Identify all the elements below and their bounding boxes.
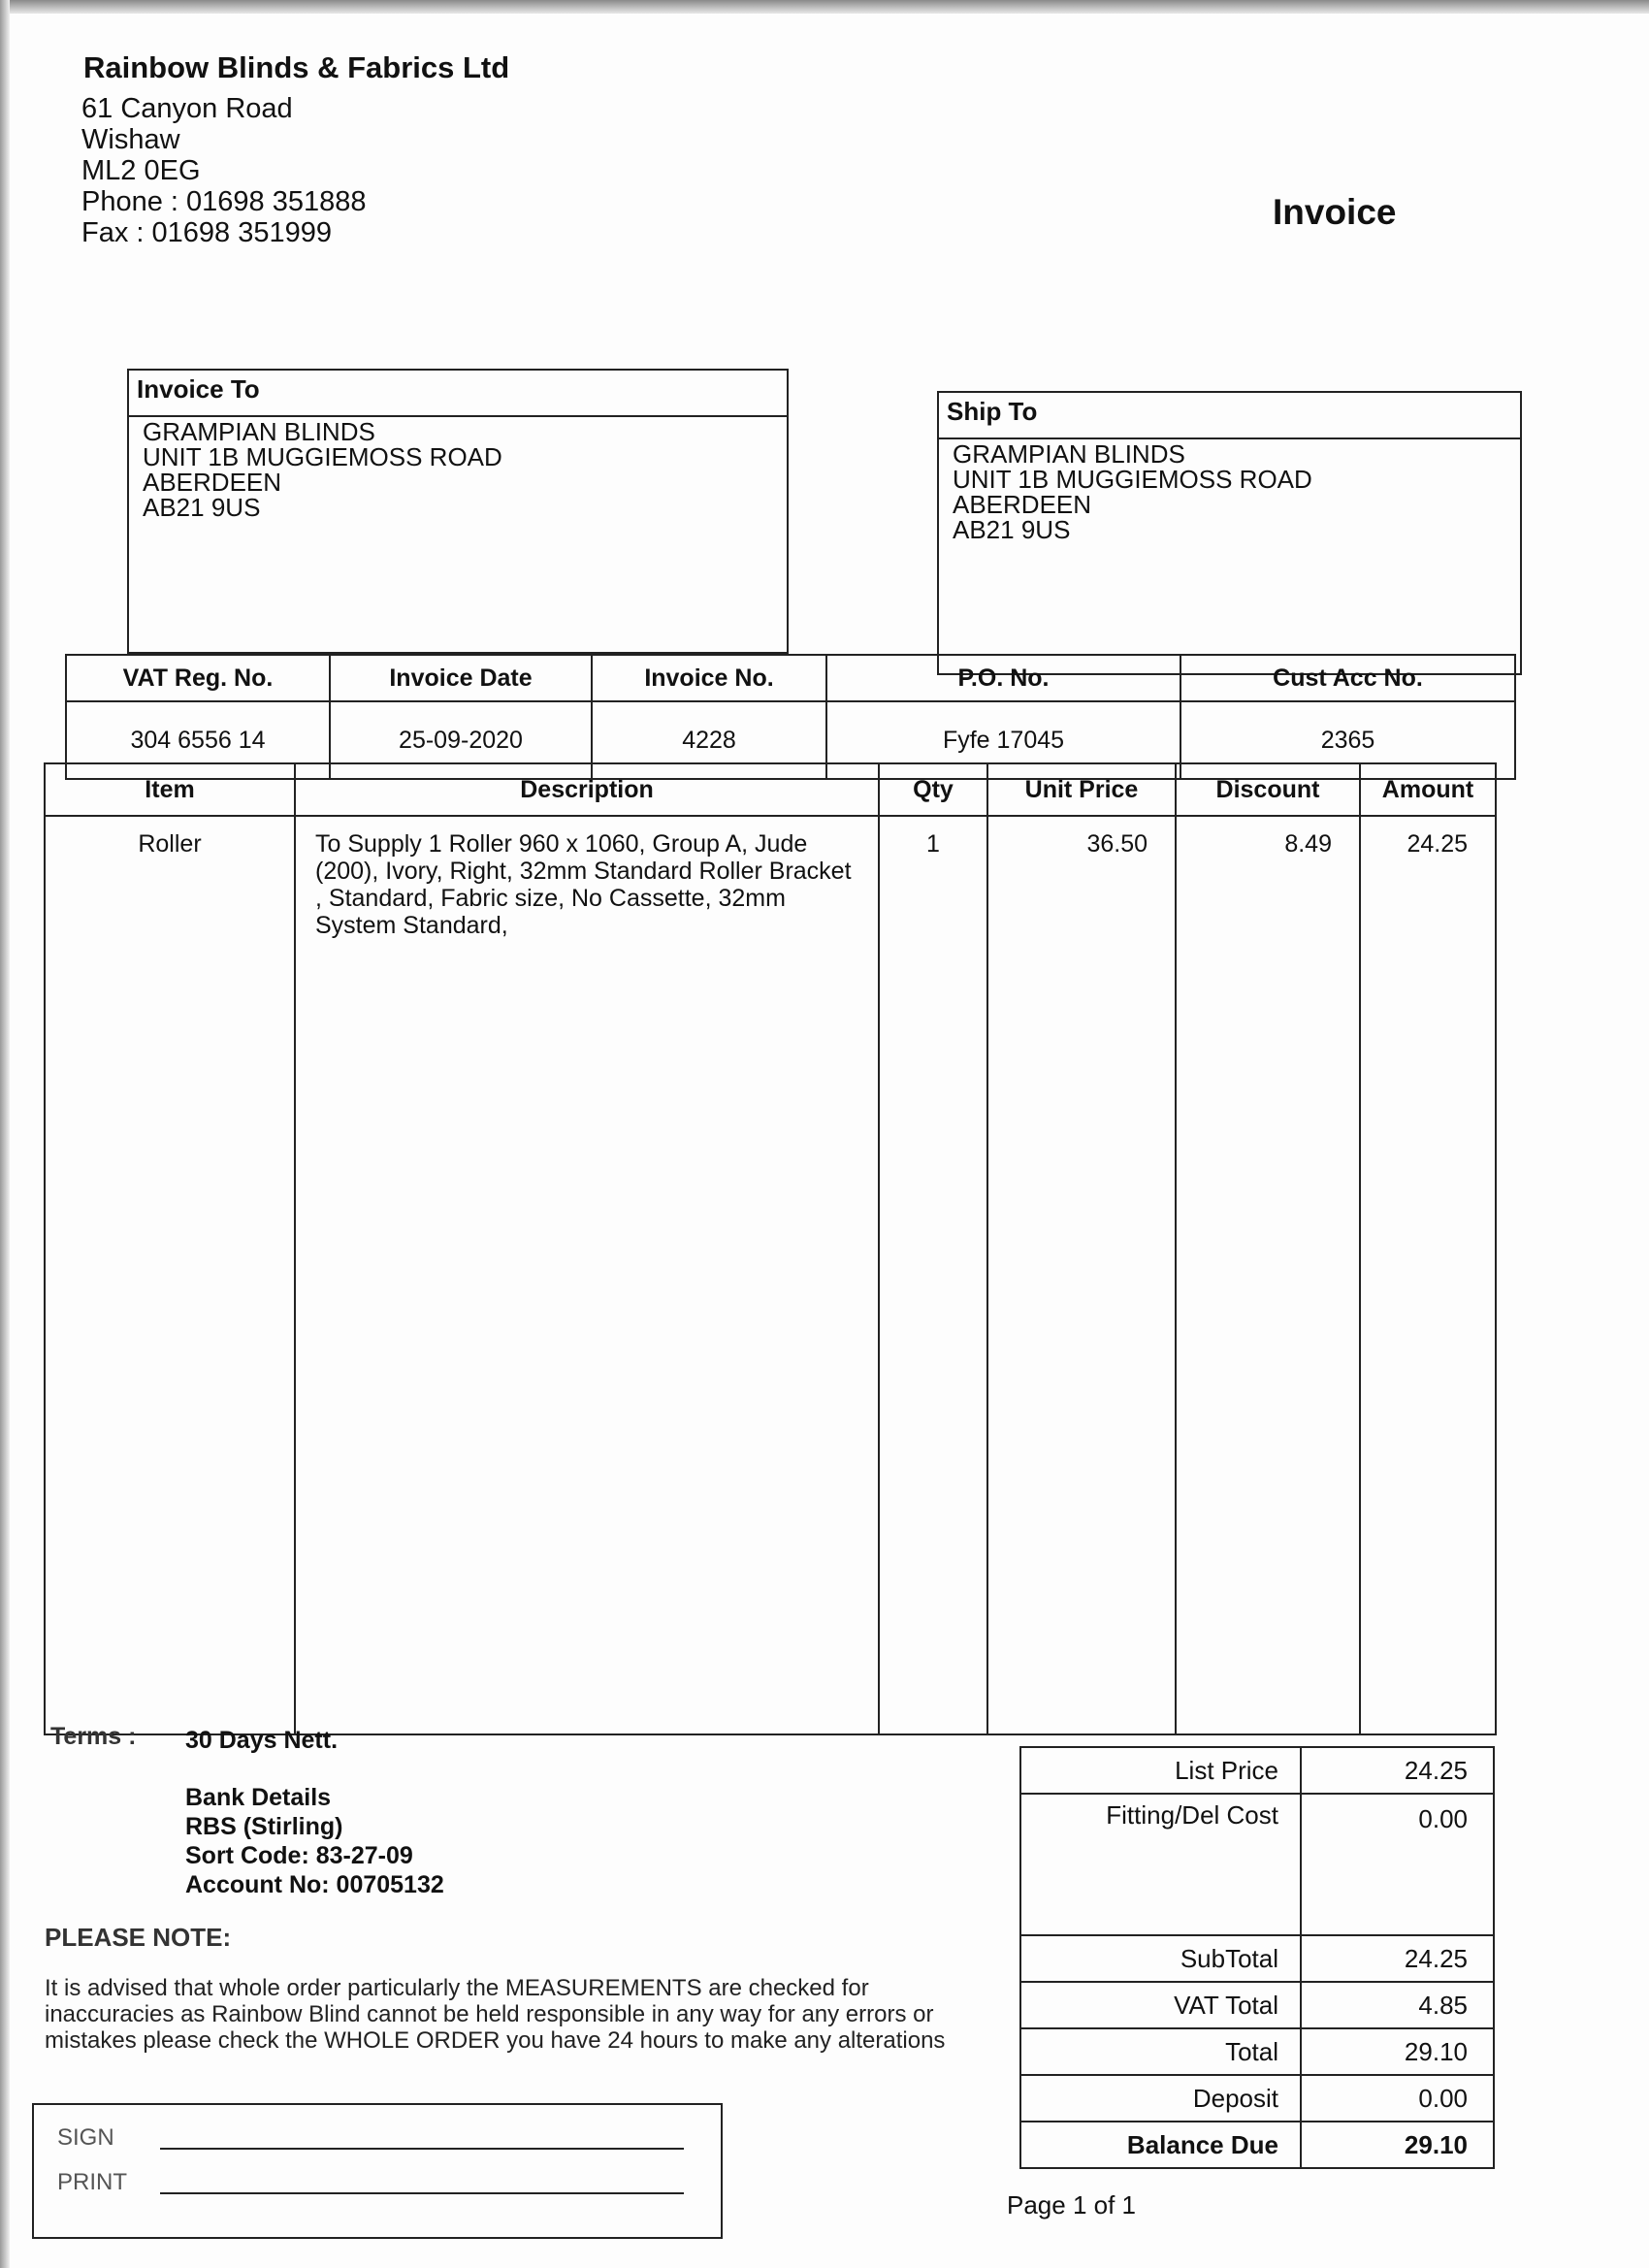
unit-price-header: Unit Price bbox=[987, 763, 1176, 816]
bank-details bbox=[185, 1783, 444, 1899]
subtotal-label: SubTotal bbox=[1020, 1935, 1301, 1982]
item-header: Item bbox=[45, 763, 295, 816]
table-row bbox=[45, 816, 1496, 1734]
cust-acc-header: Cust Acc No. bbox=[1180, 655, 1515, 701]
description-header: Description bbox=[295, 763, 879, 816]
document-title: Invoice bbox=[1273, 192, 1397, 232]
ship-to-line: ABERDEEN bbox=[953, 490, 1092, 519]
bank-line: Sort Code: 83-27-09 bbox=[185, 1842, 413, 1869]
scan-edge-left bbox=[0, 0, 10, 2268]
subtotal-value: 24.25 bbox=[1301, 1935, 1494, 1982]
invoice-to-box bbox=[127, 369, 789, 654]
cust-acc-value: 2365 bbox=[1180, 701, 1515, 779]
invoice-no-header: Invoice No. bbox=[592, 655, 826, 701]
invoice-to-line: ABERDEEN bbox=[143, 468, 282, 497]
po-no-value: Fyfe 17045 bbox=[826, 701, 1180, 779]
qty-header: Qty bbox=[879, 763, 987, 816]
ship-to-line: AB21 9US bbox=[953, 515, 1071, 544]
qty-cell: 1 bbox=[879, 816, 987, 1734]
page-number: Page 1 of 1 bbox=[1007, 2190, 1136, 2219]
address-line: Wishaw bbox=[81, 124, 180, 155]
company-fax: Fax : 01698 351999 bbox=[81, 217, 332, 248]
company-phone: Phone : 01698 351888 bbox=[81, 186, 367, 217]
note-heading: PLEASE NOTE: bbox=[45, 1923, 232, 1952]
vat-reg-header: VAT Reg. No. bbox=[66, 655, 330, 701]
company-name: Rainbow Blinds & Fabrics Ltd bbox=[83, 50, 510, 84]
discount-cell: 8.49 bbox=[1176, 816, 1360, 1734]
print-label: PRINT bbox=[57, 2169, 127, 2195]
amount-header: Amount bbox=[1360, 763, 1496, 816]
ship-to-line: GRAMPIAN BLINDS bbox=[953, 439, 1185, 469]
invoice-to-label: Invoice To bbox=[129, 371, 787, 417]
deposit-label: Deposit bbox=[1020, 2075, 1301, 2122]
item-cell: Roller bbox=[45, 816, 295, 1734]
bank-line: Bank Details bbox=[185, 1784, 332, 1811]
balance-due-value: 29.10 bbox=[1301, 2122, 1494, 2168]
fitting-value: 0.00 bbox=[1301, 1794, 1494, 1935]
invoice-to-line: AB21 9US bbox=[143, 493, 261, 522]
list-price-value: 24.25 bbox=[1301, 1747, 1494, 1794]
bank-line: RBS (Stirling) bbox=[185, 1813, 343, 1840]
invoice-date-value: 25-09-2020 bbox=[330, 701, 592, 779]
note-text: It is advised that whole order particularly the MEASUREMENTS are checked for inaccuracies as Rainbow Blind cannot be held responsible in any way for any errors or mistakes please check the WHOLE ORDER you have 24 hours to make any alterations bbox=[45, 1975, 946, 2054]
total-value: 29.10 bbox=[1301, 2028, 1494, 2075]
fitting-label: Fitting/Del Cost bbox=[1020, 1794, 1301, 1935]
discount-header: Discount bbox=[1176, 763, 1360, 816]
print-line[interactable] bbox=[160, 2192, 684, 2194]
sign-label: SIGN bbox=[57, 2124, 114, 2151]
company-address bbox=[81, 93, 367, 248]
address-line: ML2 0EG bbox=[81, 155, 201, 186]
items-table bbox=[44, 762, 1497, 1735]
reference-table bbox=[65, 654, 1516, 780]
bank-line: Account No: 00705132 bbox=[185, 1871, 444, 1898]
ship-to-box bbox=[937, 391, 1522, 675]
list-price-label: List Price bbox=[1020, 1747, 1301, 1794]
invoice-date-header: Invoice Date bbox=[330, 655, 592, 701]
address-line: 61 Canyon Road bbox=[81, 93, 293, 124]
vat-total-label: VAT Total bbox=[1020, 1982, 1301, 2028]
invoice-no-value: 4228 bbox=[592, 701, 826, 779]
totals-table bbox=[1019, 1746, 1495, 2169]
ship-to-line: UNIT 1B MUGGIEMOSS ROAD bbox=[953, 465, 1312, 494]
scan-edge-top bbox=[0, 0, 1649, 14]
terms-label: Terms : bbox=[50, 1723, 137, 1750]
deposit-value: 0.00 bbox=[1301, 2075, 1494, 2122]
sign-line[interactable] bbox=[160, 2148, 684, 2150]
invoice-to-line: UNIT 1B MUGGIEMOSS ROAD bbox=[143, 442, 502, 471]
vat-reg-value: 304 6556 14 bbox=[66, 701, 330, 779]
terms-value: 30 Days Nett. bbox=[185, 1727, 339, 1754]
po-no-header: P.O. No. bbox=[826, 655, 1180, 701]
vat-total-value: 4.85 bbox=[1301, 1982, 1494, 2028]
total-label: Total bbox=[1020, 2028, 1301, 2075]
ship-to-label: Ship To bbox=[939, 393, 1520, 439]
unit-price-cell: 36.50 bbox=[987, 816, 1176, 1734]
amount-cell: 24.25 bbox=[1360, 816, 1496, 1734]
balance-due-label: Balance Due bbox=[1020, 2122, 1301, 2168]
signature-box bbox=[32, 2103, 723, 2239]
invoice-to-line: GRAMPIAN BLINDS bbox=[143, 417, 375, 446]
description-cell: To Supply 1 Roller 960 x 1060, Group A, Jude (200), Ivory, Right, 32mm Standard Roller Bracket , Standard, Fabric size, No Cassette, 32mm System Standard, bbox=[295, 816, 879, 1734]
